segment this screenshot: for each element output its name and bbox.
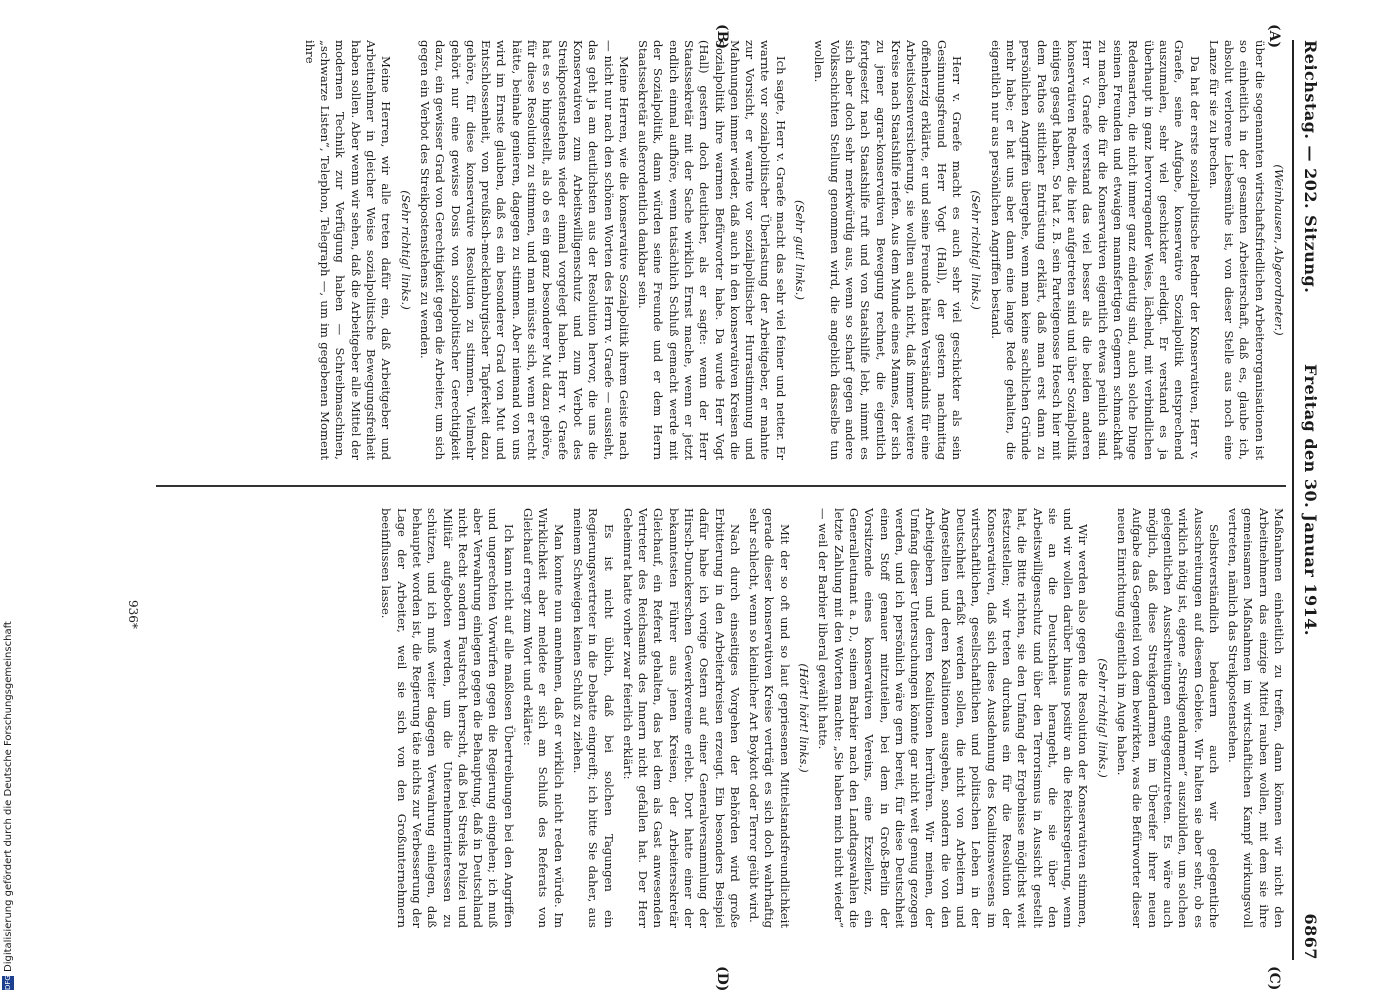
paragraph: Meine Herren, wir alle treten dafür ein, daß Arbeitgeber und Arbeitnehmer in gleicher Weise sozialpolitische Bewegungsfreiheit haben sollen. Aber wenn wir sehen, daß die Arbeitgeber alle Mittel der modernen Technik zur Verfügung haben — Schreibmaschinen, „schwarze Listen“, Telephon, Telegraph —, um im gegebenen Moment ihre [302, 40, 394, 460]
interjection: (Sehr richtig! links.) [398, 190, 413, 310]
paragraph: Mit der so oft und so laut gepriesenen Mittelstandsfreundlichkeit gerade dieser konservativen Kreise verträgt es sich doch wahrhaftig sehr schlecht, wenn so kleinlicher Art Boykott oder Terror geübt wird. [747, 508, 792, 928]
paragraph: (Weinhausen, Abgeordneter.) [1272, 164, 1286, 336]
paragraph: Meine Herren, wie die konservative Sozialpolitik ihrem Geiste nach — nicht nur nach den schönen Worten des Herrn v. Graefe — aussieht, das geht ja am deutlichsten aus der Resolution hervor, die uns die Konservativen zum Arbeitswilligenschutz und zum Verbot des Streikpostenstehens wieder einmal vorgelegt haben. Herr v. Graefe hat es so hingestellt, als ob es ein ganz besonderer Mut dazu gehöre, für diese Resolution zu stimmen, und man müsste sich, wenn er recht hätte, beinahe genieren, dagegen zu stimmen. Aber niemand von uns wird im Ernste glauben, daß es ein besonderer Grad von Mut und Entschlossenheit, von preußisch-mecklenburgischer Tapferkeit dazu gehöre, für diese konservative Resolution zu stimmen. Vielmehr gehört nur eine gewisse Dosis von sozialpolitischer Gerechtigkeit dazu, ein gewisser Grad von Gerechtigkeit gegen die Arbeiter, um sich gegen ein Verbot des Streikpostenstehens zu wenden. [417, 40, 631, 460]
text-column-left [156, 40, 1286, 460]
margin-marker-b: (B) [714, 24, 730, 50]
paragraph: Selbstverständlich bedauern auch wir gelegentliche Ausschreitungen auf diesem Gebiete. Wir halten sie aber sehr, ob es wirklich nötig ist, eigene „Streikgendarmen“ auszubilden, um solchen gelegentlichen Ausschreitungen entgegenzutreten. Es wäre auch möglich, daß diese Streikgendarmen im Übereifer ihrer neuen Aufgabe das Gegenteil von dem bewirkten, was die Befürworter dieser neuen Einrichtung eigentlich im Auge haben. [1115, 508, 1221, 928]
margin-marker-d: (D) [714, 966, 730, 992]
dfg-logo-icon: DFG [4, 975, 12, 990]
margin-marker-c: (C) [1266, 966, 1282, 991]
footer-strip [2, 0, 18, 1000]
sheet-number: 936* [126, 600, 140, 629]
page-header [1292, 40, 1322, 960]
paragraph: Wir werden also gegen die Resolution der Konservativen stimmen, und wir wollen darüber hinaus positiv an die Reichsregierung, wenn sie an die Deutschheit herangeht, die sie über den Arbeitswilligenschutz und über den Terrorismus in Aussicht gestellt hat, die Bitte richten, sie den Umfang der Ergebnisse möglichst weit festzustellen; wir treten durchaus ein für die Resolution der Konservativen, daß sich diese Ausdehnung des Koalitionswesens im wirtschaftlichen, gesellschaftlichen und politischen Leben in der Deutschheit erfaßt werden sollen, die nicht von Arbeitern und Angestellten und deren Koalitionen ausgehen, sondern die von den Arbeitgebern und deren Koalitionen herrühren. Wir meinen, der Umfang dieser Untersuchungen könnte gar nicht weit genug gezogen werden, und ich persönlich wäre gern bereit, für diese Deutschheit einen Stoff genauer mitzuteilen, bei dem in Groß-Berlin der Vorsitzende eines konservativen Vereins, eine Exzellenz, ein Generalleutnant a. D., seinem Barbier nach den Landtagswahlen die letzte Zahlung mit den Worten machte: „Sie haben mich nicht wieder“ — weil der Barbier liberal gewählt hatte. [816, 508, 1091, 928]
footer-credit [2, 0, 18, 990]
paragraph: Da hat der erste sozialpolitische Redner der Konservativen, Herr v. Graefe, seine Aufgabe, konservative Sozialpolitik entsprechend auszumalen, sehr viel geschickter erledigt. Er verstand es ja überhaupt in ganz hervorragender Weise, lächelnd, mit verbindlichen Redensarten, die nicht immer ganz eindeutig sind, auch solche Dinge seinen Freunden und etwaigen mannsfertigen Gegnern schmackhaft zu machen, die für die Konservativen eigentlich etwas peinlich sind. Herr v. Graefe verstand das viel besser als die beiden anderen konservativen Redner, die hier aufgetreten sind und über Sozialpolitik einiges gesagt haben. So hat z. B. sein Parteigenosse Hoesch hier mit dem Pathos sittlicher Entrüstung erklärt, daß man erst dann zu persönlichen Angriffen übergehe, wenn man keine sachlichen Gründe mehr habe; er hat uns aber dann eine lange Rede gehalten, die eigentlich nur aus persönlichen Angriffen bestand. [988, 40, 1202, 460]
interjection: (Hört! hört! links.) [797, 663, 812, 773]
text-column-right [156, 508, 1286, 928]
paragraph: über die sogenannten wirtschaftsfriedlichen Arbeiterorganisationen ist so einheitlich in der gesamten Arbeiterschaft, daß es, glaube ich, absolut verlorene Liebesmühe ist, von dieser Stelle aus noch eine Lanze für sie zu brechen. [1206, 40, 1267, 460]
interjection: (Sehr richtig! links.) [1095, 658, 1110, 778]
quotation: Ich kann nicht auf alle maßlosen Übertreibungen bei den Angriffen und ungerechten Vorwürfen gegen die Regierung eingehen; ich muß aber Verwahrung einlegen gegen die Behauptung, daß in Deutschland nicht Recht sondern Faustrecht herrscht, daß bei Streiks Polizei und Militär aufgeboten werden, um die Unternehmerinteressen zu schützen, und ich muß weiter dagegen Verwahrung einlegen, daß behauptet worden ist, die Regierung täte nichts zur Verbesserung der Lage der Arbeiter, weil sie sich von den Großunternehmern beeinflussen lasse. [379, 508, 516, 928]
header-date: Freitag den 30. Januar 1914. [1301, 364, 1320, 636]
paragraph: Nach durch einseitiges Vorgehen der Behörden wird große Erbitterung in den Arbeiterkreisen erzeugt. Ein besonders Beispiel dafür habe ich vorige Ostern auf einer Generalversammlung der Hirsch-Dunckerschen Gewerkvereine erlebt. Dort hatte einer der bekanntesten Führer aus jenen Kreisen, der Arbeitersekretär Gleichauf, ein Referat gehalten, das bei dem als Gast anwesenden Vertreter des Reichsamts des Innern nicht gefallen hat. Der Herr Geheimrat hatte vorher zwar feierlich erklärt: [620, 508, 742, 928]
interjection: (Sehr gut! links.) [793, 200, 808, 300]
paragraph: Herr v. Graefe macht es auch sehr viel geschickter als sein Gesinnungsfreund Herr Vogt (Hall), der gestern nachmittag offenherzig erklärte, er und seine Freunde hätten Verständnis für eine Arbeitslosenversicherung, sie wollten auch nicht, daß immer weitere Kreise nach Staatshilfe riefen. Aus dem Munde eines Mannes, der sich zu jener agrar-konservativen Bewegung rechnet, die eigentlich fortgesetzt nach Staatshilfe ruft und von Staatshilfe lebt, nimmt es sich aber doch sehr merkwürdig aus, wenn so scharf gegen andere Volksschichten Stellung genommen wird, die angeblich dasselbe tun wollen. [812, 40, 965, 460]
column-divider [156, 485, 1286, 487]
footer-credit-text: Digitalisierung gefördert durch die Deutsche Forschungsgemeinschaft [3, 621, 14, 972]
paragraph: Ich sagte, Herr v. Graefe macht das sehr viel feiner und netter. Er warnte vor sozialpolitischer Überlastung der Arbeitgeber, er mahnte zur Vorsicht, er warnte vor sozialpolitischer Hurrastimmung und Mahnungen immer wieder, daß auch in den konservativen Kreisen die Sozialpolitik ihre warmen Befürworter habe. Da wurde Herr Vogt (Hall) gestern doch deutlicher, als er sagte: wenn der Herr Staatssekretär mit der Sache wirklich Ernst mache, wenn er jetzt endlich einmal aufhöre, wenn tatsächlich Schluß gemacht werde mit der Sozialpolitik, dann würden seine Freunde und er dem Herrn Staatssekretär außerordentlich dankbar sein. [636, 40, 788, 460]
quotation: Es ist nicht üblich, daß bei solchen Tagungen ein Regierungsvertreter in die Debatte eingreift; ich bitte Sie daher, aus meinem Schweigen keinen Schluß zu ziehen. [570, 508, 616, 928]
paragraph: Man konnte nun annehmen, daß er wirklich nicht reden würde. Im Wirklichkeit aber meldete er sich am Schluß des Referats von Gleichauf erregt zum Wort und erklärte: [521, 508, 566, 928]
header-page-number: 6867 [1301, 913, 1320, 960]
rotated-page [80, 0, 1330, 1000]
margin-marker-a: (A) [1266, 24, 1282, 49]
interjection: (Sehr richtig! links.) [969, 190, 984, 310]
header-left: Reichstag. — 202. Sitzung. [1301, 40, 1320, 294]
paragraph: Maßnahmen einheitlich zu treffen, dann können wir nicht den Arbeitnehmern das einzige Mittel rauben wollen, mit dem sie ihre gemeinsamen Maßnahmen im wirtschaftlichen Kampf wirkungsvoll vertreten, nämlich das Streikpostenstehen. [1226, 508, 1286, 928]
